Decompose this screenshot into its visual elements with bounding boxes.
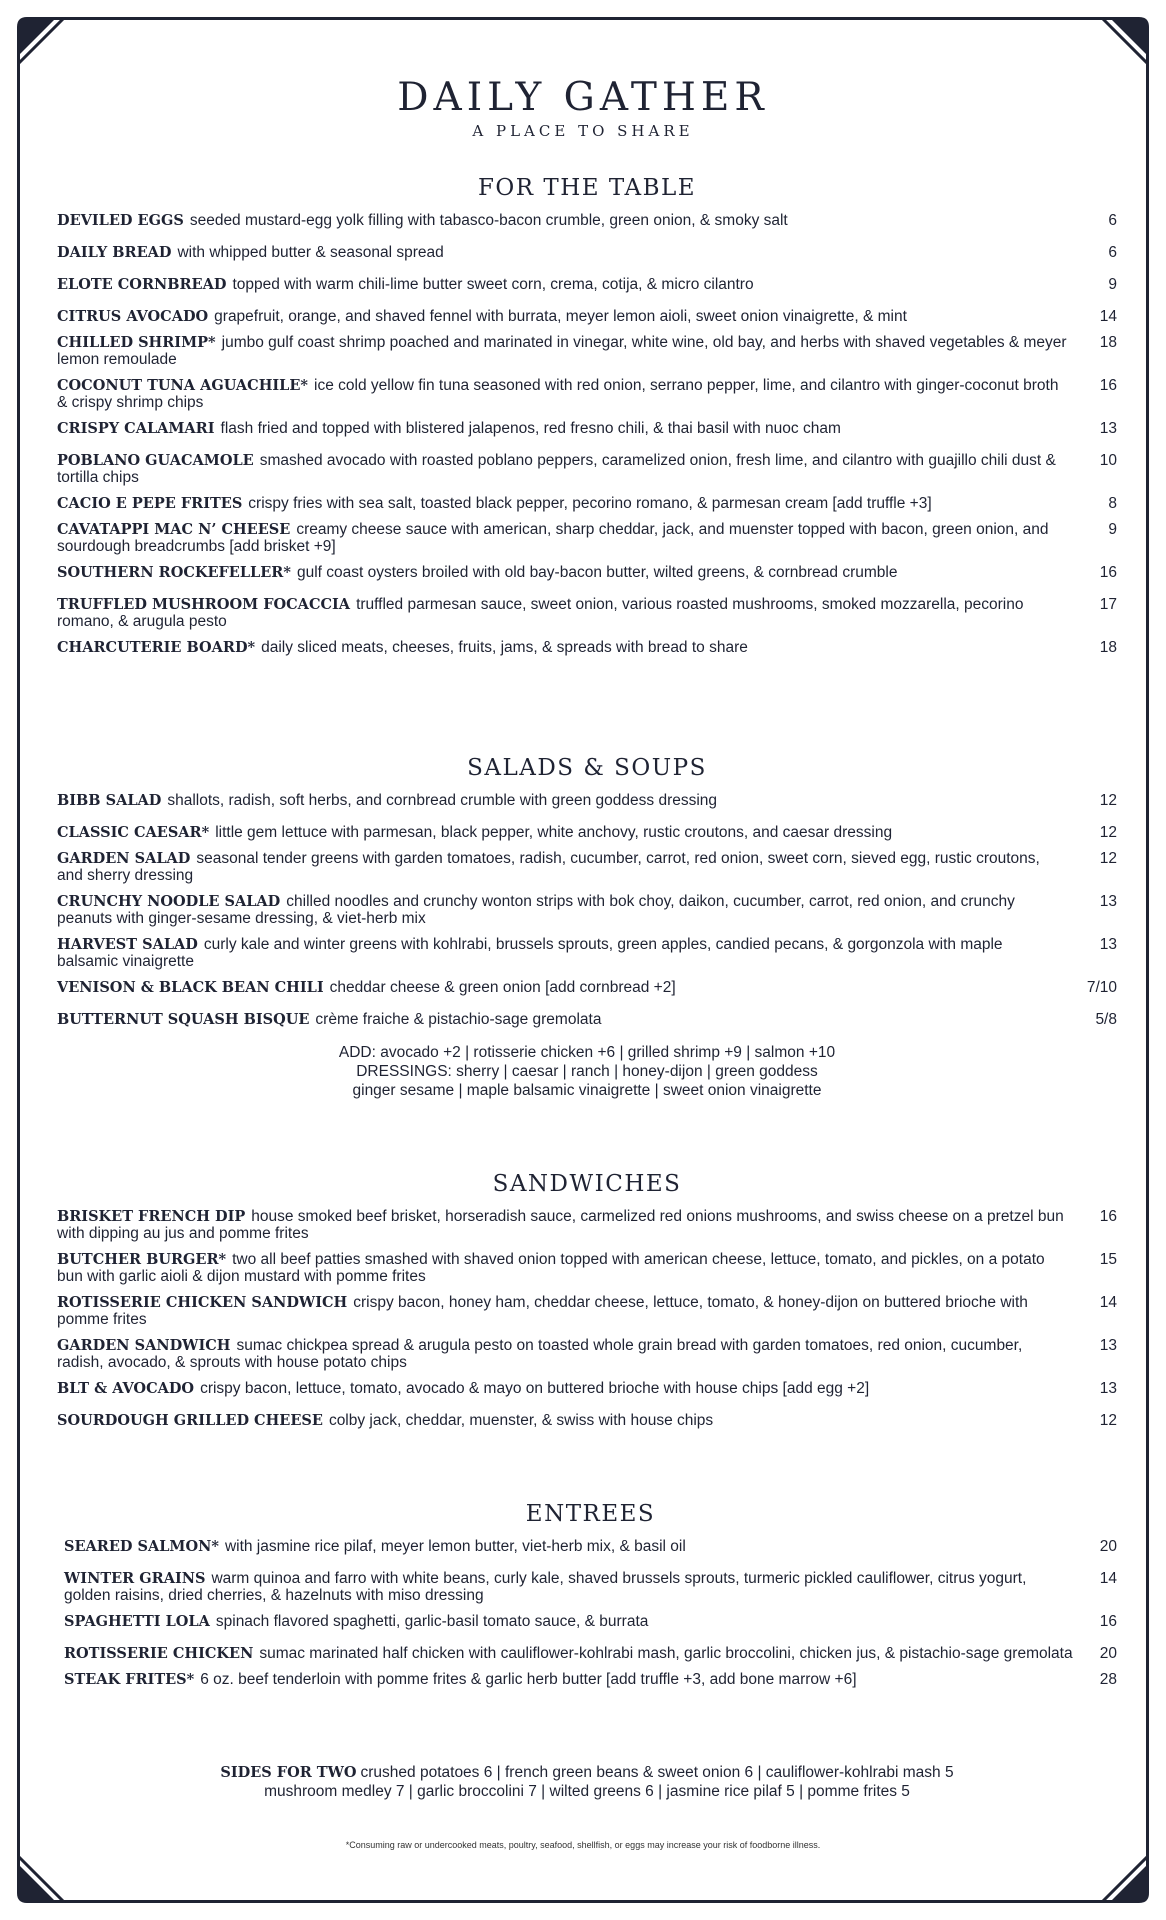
menu-item-description: little gem lettuce with parmesan, black pepper, white anchovy, rustic croutons, and caesar dressing: [215, 824, 893, 841]
menu-item-price: 8: [1108, 495, 1117, 512]
menu-item: [57, 420, 1117, 437]
menu-item-text: [64, 1671, 1074, 1688]
menu-item-description: sumac marinated half chicken with cauliflower-kohlrabi mash, garlic broccolini, chicken jus, & pistachio-sage gremolata: [259, 1645, 1073, 1662]
menu-item-price: 9: [1108, 276, 1117, 293]
menu-item-name: CLASSIC CAESAR*: [57, 824, 210, 841]
menu-item-description: truffled parmesan sauce, sweet onion, various roasted mushrooms, smoked mozzarella, pecorino romano, & arugula pesto: [57, 596, 1024, 630]
menu-item: [57, 452, 1117, 486]
menu-item-description: two all beef patties smashed with shaved onion topped with american cheese, lettuce, tomato, and pickles, on a potato bun with garlic aioli & dijon mustard with pomme frites: [57, 1251, 1045, 1285]
menu-item-name: BUTCHER BURGER*: [57, 1251, 227, 1268]
menu-item-description: seeded mustard-egg yolk filling with tabasco-bacon crumble, green onion, & smoky salt: [189, 212, 788, 229]
menu-item-price: 14: [1099, 1570, 1117, 1587]
menu-item: [57, 212, 1117, 229]
menu-item-description: grapefruit, orange, and shaved fennel with burrata, meyer lemon aioli, sweet onion vinaigrette, & mint: [214, 308, 907, 325]
menu-item-name: CHILLED SHRIMP*: [57, 334, 216, 351]
menu-item-description: ice cold yellow fin tuna seasoned with red onion, serrano pepper, lime, and cilantro with ginger-coconut broth & crispy shrimp chips: [57, 377, 1059, 411]
menu-item-description: daily sliced meats, cheeses, fruits, jams, & spreads with bread to share: [261, 639, 748, 656]
section-sandwiches: [57, 1170, 1117, 1444]
menu-item-name: SEARED SALMON*: [64, 1538, 219, 1555]
menu-item-name: CRUNCHY NOODLE SALAD: [57, 893, 281, 910]
menu-item: [57, 792, 1117, 809]
corner-ornament-bottom-left: [17, 1803, 117, 1903]
menu-item-text: [57, 1380, 1067, 1397]
restaurant-header: [0, 76, 1166, 140]
menu-item-name: GARDEN SALAD: [57, 850, 191, 867]
menu-item-name: CHARCUTERIE BOARD*: [57, 639, 256, 656]
menu-item-description: colby jack, cheddar, muenster, & swiss with house chips: [328, 1412, 714, 1429]
menu-item-price: 16: [1099, 1613, 1117, 1630]
menu-item-text: [57, 334, 1067, 368]
menu-item-name: BRISKET FRENCH DIP: [57, 1208, 246, 1225]
menu-item-text: [57, 893, 1067, 927]
menu-item-price: 17: [1099, 596, 1117, 613]
menu-item-text: [57, 979, 1067, 996]
menu-item: [57, 893, 1117, 927]
menu-item-price: 16: [1099, 564, 1117, 581]
menu-item-text: [57, 452, 1067, 486]
menu-item-price: 14: [1099, 1294, 1117, 1311]
food-safety-disclaimer: *Consuming raw or undercooked meats, poultry, seafood, shellfish, or eggs may increase your risk of foodborne illness.: [345, 1840, 821, 1850]
menu-item-text: [57, 1337, 1067, 1371]
section-title: ENTREES: [525, 1501, 656, 1527]
menu-item-description: topped with warm chili-lime butter sweet corn, crema, cotija, & micro cilantro: [232, 276, 754, 293]
sides-label: SIDES FOR TWO: [220, 1764, 357, 1781]
menu-item-price: 13: [1099, 1380, 1117, 1397]
menu-item-description: sumac chickpea spread & arugula pesto on toasted whole grain bread with garden tomatoes, red onion, cucumber, radish, avocado, & sprouts with house potato chips: [57, 1337, 1023, 1371]
menu-item-description: crispy bacon, lettuce, tomato, avocado & mayo on buttered brioche with house chips [add egg +2]: [200, 1380, 870, 1397]
menu-item-description: house smoked beef brisket, horseradish sauce, carmelized red onions mushrooms, and swiss cheese on a pretzel bun with dipping au jus and pomme frites: [57, 1208, 1064, 1242]
menu-item: [57, 1208, 1117, 1242]
menu-item-text: [57, 1251, 1067, 1285]
menu-item: [57, 244, 1117, 261]
section-title: SALADS & SOUPS: [467, 755, 707, 781]
menu-item-text: [57, 244, 1067, 261]
menu-item-description: shallots, radish, soft herbs, and cornbread crumble with green goddess dressing: [167, 792, 718, 809]
menu-item-name: TRUFFLED MUSHROOM FOCACCIA: [57, 596, 351, 613]
menu-item-price: 28: [1099, 1671, 1117, 1688]
menu-item-description: seasonal tender greens with garden tomatoes, radish, cucumber, carrot, red onion, sweet corn, sieved egg, rustic croutons, and sherry dressing: [57, 850, 1040, 884]
menu-item-price: 20: [1099, 1645, 1117, 1662]
menu-item-name: CAVATAPPI MAC N’ CHEESE: [57, 521, 291, 538]
menu-item-price: 12: [1099, 824, 1117, 841]
menu-item-text: [57, 377, 1067, 411]
menu-item-text: [57, 564, 1067, 581]
menu-item-name: CITRUS AVOCADO: [57, 308, 209, 325]
menu-item-name: SOUTHERN ROCKEFELLER*: [57, 564, 291, 581]
menu-item-description: smashed avocado with roasted poblano peppers, caramelized onion, fresh lime, and cilantro with guajillo chili dust & tortilla chips: [57, 452, 1056, 486]
menu-item-price: 18: [1099, 334, 1117, 351]
sides-line-1: crushed potatoes 6 | french green beans & sweet onion 6 | cauliflower-kohlrabi mash 5: [360, 1764, 954, 1781]
menu-item-text: [57, 1412, 1067, 1429]
menu-item-price: 9: [1108, 521, 1117, 538]
menu-item-price: 10: [1099, 452, 1117, 469]
menu-item-description: with whipped butter & seasonal spread: [177, 244, 444, 261]
menu-item-name: ROTISSERIE CHICKEN: [64, 1645, 254, 1662]
dressings-line-2: ginger sesame | maple balsamic vinaigrette | sweet onion vinaigrette: [352, 1082, 822, 1099]
menu-item-description: 6 oz. beef tenderloin with pomme frites & garlic herb butter [add truffle +3, add bone marrow +6]: [200, 1671, 857, 1688]
menu-item-description: creamy cheese sauce with american, sharp cheddar, jack, and muenster topped with bacon, green onion, and sourdough breadcrumbs [add brisket +9]: [57, 521, 1049, 555]
menu-item-description: spinach flavored spaghetti, garlic-basil tomato sauce, & burrata: [215, 1613, 649, 1630]
menu-item-text: [57, 276, 1067, 293]
menu-item: [57, 521, 1117, 555]
menu-item-name: VENISON & BLACK BEAN CHILI: [57, 979, 324, 996]
menu-item-name: CRISPY CALAMARI: [57, 420, 215, 437]
menu-item-description: crispy bacon, honey ham, cheddar cheese, lettuce, tomato, & honey-dijon on buttered brioche with pomme frites: [57, 1294, 1028, 1328]
menu-item-description: chilled noodles and crunchy wonton strips with bok choy, daikon, cucumber, carrot, red onion, and crunchy peanuts with ginger-sesame dressing, & viet-herb mix: [57, 893, 1015, 927]
menu-item-description: crème fraiche & pistachio-sage gremolata: [315, 1011, 602, 1028]
menu-item: [57, 639, 1117, 656]
menu-item-name: STEAK FRITES*: [64, 1671, 195, 1688]
menu-item-name: SOURDOUGH GRILLED CHEESE: [57, 1412, 323, 1429]
corner-ornament-bottom-right: [1049, 1803, 1149, 1903]
menu-item-text: [57, 936, 1067, 970]
menu-item-text: [57, 639, 1067, 656]
section-title: SANDWICHES: [492, 1171, 682, 1197]
menu-item-text: [64, 1645, 1074, 1662]
menu-item-price: 13: [1099, 1337, 1117, 1354]
restaurant-tagline: A PLACE TO SHARE: [472, 122, 694, 140]
section-title: FOR THE TABLE: [477, 175, 697, 201]
menu-item: [57, 1294, 1117, 1328]
menu-item-name: DEVILED EGGS: [57, 212, 184, 229]
menu-item: [57, 824, 1117, 841]
menu-item-text: [57, 420, 1067, 437]
menu-item-name: BUTTERNUT SQUASH BISQUE: [57, 1011, 310, 1028]
menu-item: [64, 1613, 1117, 1630]
menu-item-text: [57, 308, 1067, 325]
menu-item-price: 16: [1099, 377, 1117, 394]
menu-item-description: cheddar cheese & green onion [add cornbread +2]: [329, 979, 676, 996]
menu-item: [64, 1671, 1117, 1688]
menu-item: [57, 596, 1117, 630]
sides-for-two: [57, 1763, 1117, 1801]
menu-item-price: 15: [1099, 1251, 1117, 1268]
menu-item-price: 13: [1099, 893, 1117, 910]
menu-item: [64, 1538, 1117, 1555]
menu-item-price: 13: [1099, 936, 1117, 953]
menu-item: [57, 1011, 1117, 1028]
menu-item-price: 7/10: [1086, 979, 1117, 996]
section-for-the-table: [57, 174, 1117, 671]
menu-item-price: 18: [1099, 639, 1117, 656]
menu-item-price: 6: [1108, 212, 1117, 229]
menu-item: [57, 1251, 1117, 1285]
menu-item-description: gulf coast oysters broiled with old bay-bacon butter, wilted greens, & cornbread crumble: [296, 564, 898, 581]
menu-item-text: [57, 824, 1067, 841]
menu-item-text: [57, 521, 1067, 555]
menu-item-name: ROTISSERIE CHICKEN SANDWICH: [57, 1294, 348, 1311]
menu-item-name: BIBB SALAD: [57, 792, 162, 809]
menu-item: [57, 1380, 1117, 1397]
menu-item-name: ELOTE CORNBREAD: [57, 276, 227, 293]
menu-item-text: [64, 1570, 1074, 1604]
menu-item: [64, 1645, 1117, 1662]
dressings-line: DRESSINGS: sherry | caesar | ranch | honey-dijon | green goddess: [356, 1063, 818, 1080]
menu-item-name: HARVEST SALAD: [57, 936, 198, 953]
menu-item-price: 5/8: [1095, 1011, 1117, 1028]
menu-item-price: 12: [1099, 1412, 1117, 1429]
sides-line-2: mushroom medley 7 | garlic broccolini 7 | wilted greens 6 | jasmine rice pilaf 5 | pomme frites 5: [264, 1783, 910, 1800]
menu-item-description: curly kale and winter greens with kohlrabi, brussels sprouts, green apples, candied pecans, & gorgonzola with maple balsamic vinaigrette: [57, 936, 1003, 970]
restaurant-name: DAILY GATHER: [397, 75, 769, 120]
section-entrees: [64, 1500, 1117, 1703]
menu-item-text: [57, 1208, 1067, 1242]
menu-item-text: [57, 212, 1067, 229]
menu-item: [57, 308, 1117, 325]
menu-item-list: [64, 1538, 1117, 1688]
menu-item-name: POBLANO GUACAMOLE: [57, 452, 254, 469]
menu-item: [57, 1337, 1117, 1371]
menu-item-price: 12: [1099, 850, 1117, 867]
menu-item-description: crispy fries with sea salt, toasted black pepper, pecorino romano, & parmesan cream [add truffle +3]: [248, 495, 932, 512]
menu-item-name: WINTER GRAINS: [64, 1570, 206, 1587]
menu-item-name: BLT & AVOCADO: [57, 1380, 195, 1397]
menu-item: [57, 377, 1117, 411]
menu-item: [64, 1570, 1117, 1604]
menu-item-description: with jasmine rice pilaf, meyer lemon butter, viet-herb mix, & basil oil: [224, 1538, 686, 1555]
menu-item-text: [57, 1294, 1067, 1328]
menu-item-description: flash fried and topped with blistered jalapenos, red fresno chili, & thai basil with nuoc cham: [220, 420, 841, 437]
menu-item: [57, 936, 1117, 970]
menu-item-price: 13: [1099, 420, 1117, 437]
menu-item-name: COCONUT TUNA AGUACHILE*: [57, 377, 309, 394]
menu-item-list: [57, 792, 1117, 1028]
menu-item: [57, 334, 1117, 368]
menu-item-text: [64, 1538, 1074, 1555]
menu-item-text: [64, 1613, 1074, 1630]
menu-item-text: [57, 1011, 1067, 1028]
menu-item: [57, 979, 1117, 996]
menu-item-price: 6: [1108, 244, 1117, 261]
section-salads-soups: [57, 754, 1117, 1100]
menu-item-price: 12: [1099, 792, 1117, 809]
menu-item-name: SPAGHETTI LOLA: [64, 1613, 210, 1630]
menu-item-list: [57, 1208, 1117, 1429]
menu-item: [57, 564, 1117, 581]
menu-item-price: 16: [1099, 1208, 1117, 1225]
add-ons-line: ADD: avocado +2 | rotisserie chicken +6 | grilled shrimp +9 | salmon +10: [338, 1044, 836, 1061]
menu-item-name: CACIO E PEPE FRITES: [57, 495, 243, 512]
add-ons-and-dressings: [57, 1043, 1117, 1100]
menu-item-text: [57, 495, 1067, 512]
menu-item: [57, 1412, 1117, 1429]
menu-item-list: [57, 212, 1117, 656]
menu-item: [57, 850, 1117, 884]
menu-item-text: [57, 850, 1067, 884]
menu-item-text: [57, 596, 1067, 630]
menu-item-price: 14: [1099, 308, 1117, 325]
menu-item-description: warm quinoa and farro with white beans, curly kale, shaved brussels sprouts, turmeric pickled cauliflower, citrus yogurt, golden raisins, dried cherries, & hazelnuts with miso dressing: [64, 1570, 1027, 1604]
menu-item: [57, 276, 1117, 293]
menu-item-name: DAILY BREAD: [57, 244, 172, 261]
menu-item-text: [57, 792, 1067, 809]
menu-item-price: 20: [1099, 1538, 1117, 1555]
menu-item-description: jumbo gulf coast shrimp poached and marinated in vinegar, white wine, old bay, and herbs with shaved vegetables & meyer lemon remoulade: [57, 334, 1067, 368]
menu-item: [57, 495, 1117, 512]
menu-item-name: GARDEN SANDWICH: [57, 1337, 231, 1354]
